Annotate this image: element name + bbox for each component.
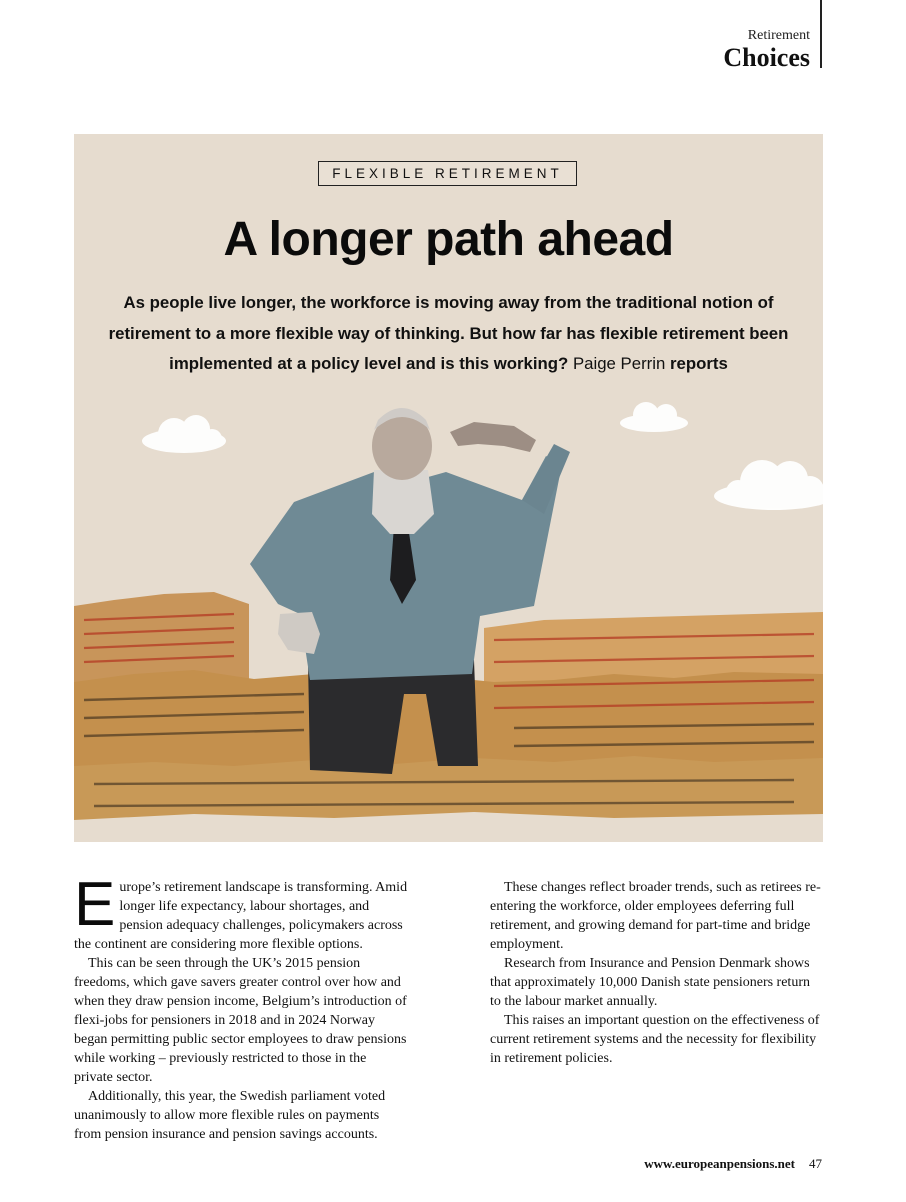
page-number: 47 bbox=[809, 1156, 822, 1171]
article-paragraph bbox=[74, 870, 408, 954]
section-title: Choices bbox=[723, 43, 810, 72]
drop-cap: E bbox=[74, 870, 116, 939]
paragraph-1-text: urope’s retirement landscape is transforming. Amid longer life expectancy, labour shortages, and pension adequacy challenges, policymakers across the continent are considering more flexible options. bbox=[74, 880, 408, 952]
hero-panel bbox=[74, 134, 823, 842]
header-rule bbox=[820, 0, 822, 68]
footer-url[interactable]: www.europeanpensions.net bbox=[644, 1156, 795, 1171]
article-paragraph: This can be seen through the UK’s 2015 pension freedoms, which gave savers greater control over how and when they draw pension income, Belgium’s introduction of flexi-jobs for pensioners in 2018 and in 2024 Norway began permitting public sector employees to draw pensions while working – previously restricted to those in the private sector. bbox=[74, 956, 407, 1085]
article-paragraph: These changes reflect broader trends, such as retirees re-entering the workforce, older employees deferring full retirement, and growing demand for part-time and bridge employment. bbox=[490, 880, 821, 952]
cloud-right-large bbox=[714, 460, 823, 510]
section-badge: FLEXIBLE RETIREMENT bbox=[318, 161, 577, 186]
article-paragraph: Research from Insurance and Pension Denmark shows that approximately 10,000 Danish state pensioners return to the labour market annually. bbox=[490, 956, 810, 1009]
standfirst-text: As people live longer, the workforce is moving away from the traditional notion of retirement to a more flexible way of thinking. But how far has flexible retirement been implemented at a policy level and is this working? bbox=[108, 293, 789, 373]
article-column-left bbox=[74, 870, 408, 1144]
page-footer bbox=[644, 1156, 822, 1172]
author-name: Paige Perrin bbox=[572, 354, 666, 373]
section-header bbox=[723, 28, 810, 72]
section-kicker: Retirement bbox=[747, 28, 810, 43]
cloud-left bbox=[142, 415, 226, 453]
article-headline: A longer path ahead bbox=[223, 213, 674, 266]
reports-label: reports bbox=[670, 354, 728, 373]
article-column-right bbox=[490, 878, 824, 1068]
article-paragraph: Additionally, this year, the Swedish parliament voted unanimously to allow more flexible rules on payments from pension insurance and pension savings accounts. bbox=[74, 1089, 386, 1142]
article-standfirst bbox=[102, 288, 795, 380]
cloud-right-small bbox=[620, 402, 688, 432]
paper-layer-bottom bbox=[74, 812, 823, 842]
article-paragraph: This raises an important question on the effectiveness of current retirement systems and the necessity for flexibility in retirement policies. bbox=[490, 1013, 820, 1066]
